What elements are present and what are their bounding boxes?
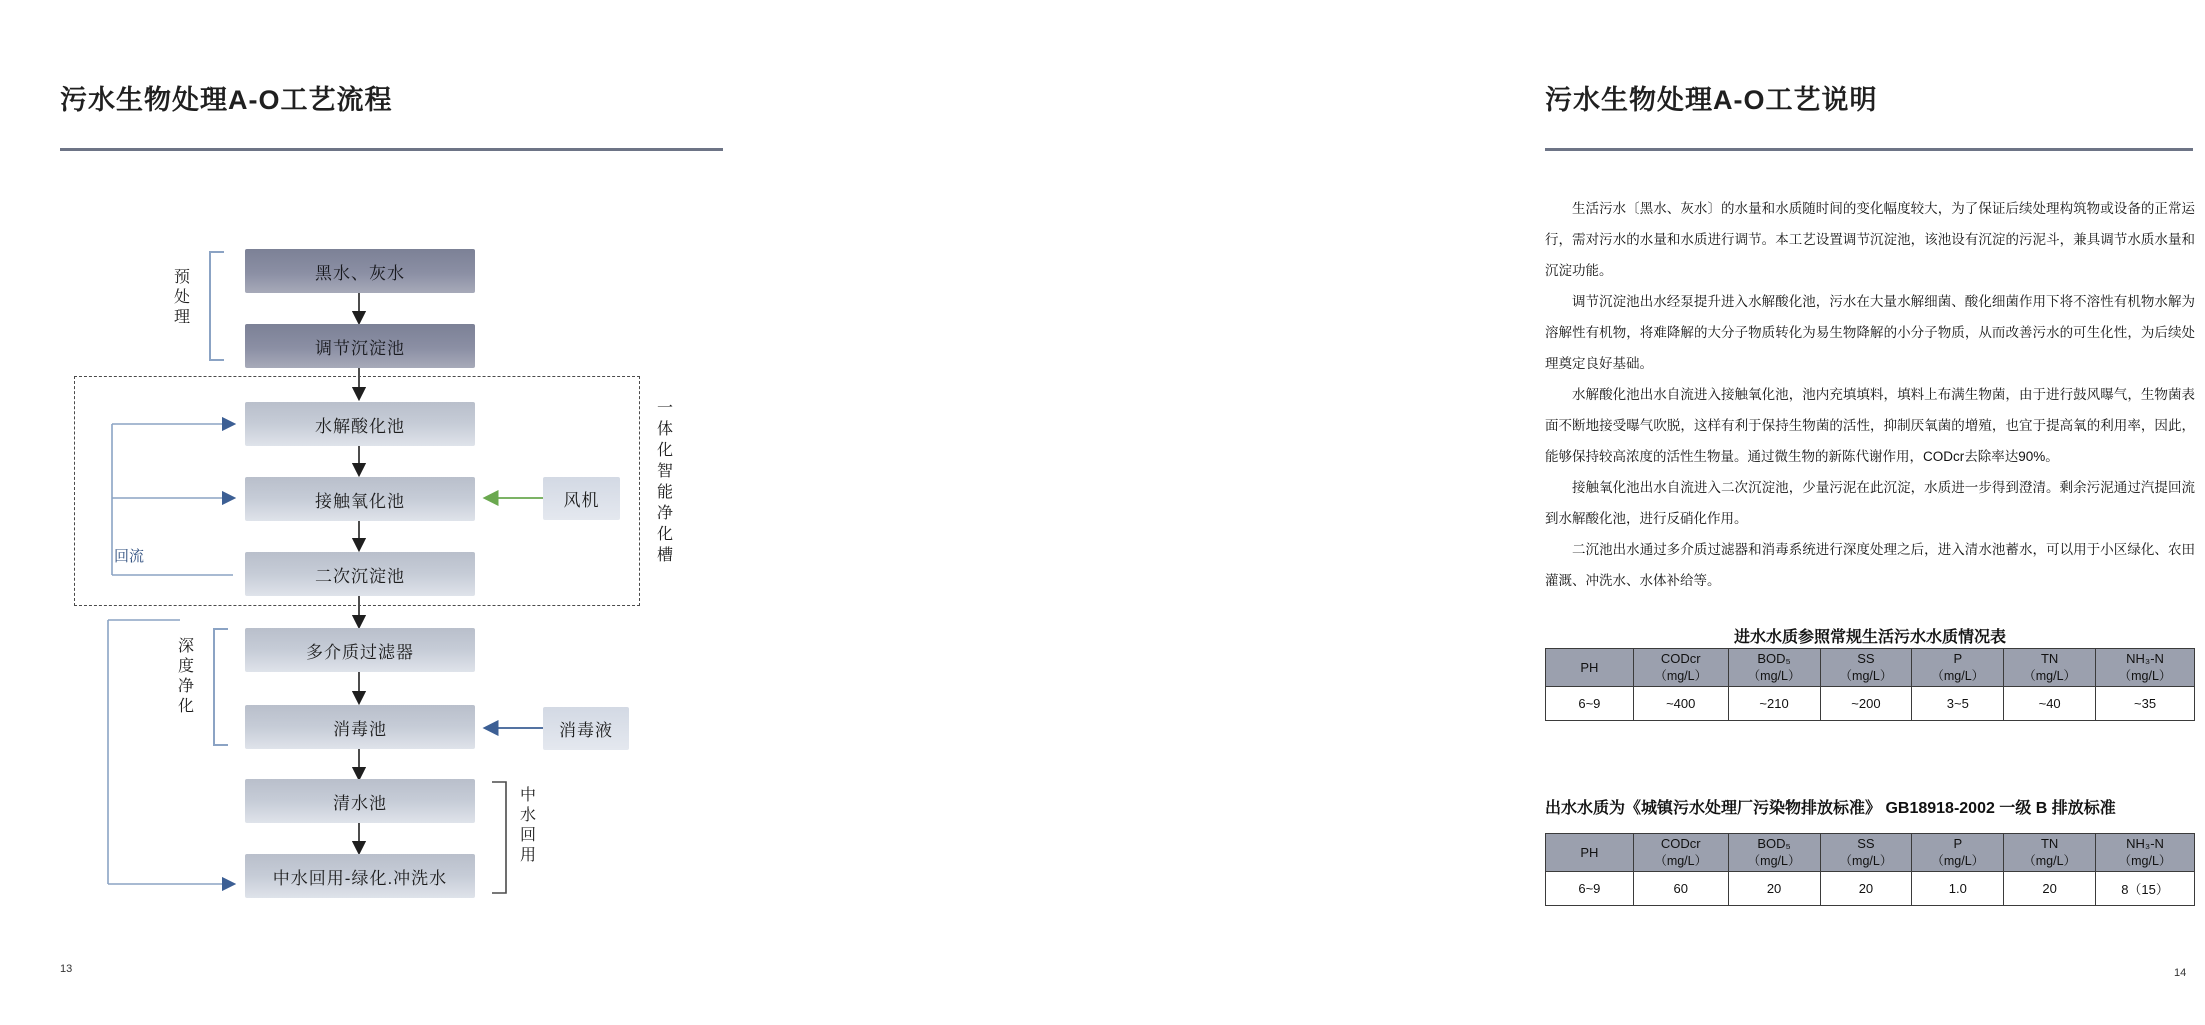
flow-node-label: 多介质过滤器: [306, 642, 414, 662]
flow-node-blower: [543, 477, 620, 520]
flow-node-label: 调节沉淀池: [315, 338, 405, 358]
table-cell: ~40: [2004, 687, 2096, 721]
influent-quality-table: [1545, 648, 2195, 721]
table-header-cell: TN （mg/L）: [2004, 834, 2096, 872]
table-header-cell: PH: [1546, 834, 1634, 872]
table-row: [1546, 687, 2195, 721]
table-cell: 6~9: [1546, 687, 1634, 721]
bracket-text: 中 水 回 用: [519, 787, 536, 864]
table-header-cell: SS （mg/L）: [1820, 834, 1912, 872]
bracket-label-reclaimed-reuse: [518, 786, 538, 866]
paragraph: 生活污水〔黑水、灰水〕的水量和水质随时间的变化幅度较大，为了保证后续处理构筑物或设备的正常运行，需对污水的水量和水质进行调节。本工艺设置调节沉淀池，该池设有沉淀的污泥斗，兼具调节水质水量和沉淀功能。: [1545, 201, 2195, 278]
table-cell: 20: [2004, 872, 2096, 906]
table-header-cell: CODcr （mg/L）: [1633, 649, 1728, 687]
table-cell: ~200: [1820, 687, 1912, 721]
table-cell: 6~9: [1546, 872, 1634, 906]
table-cell: 3~5: [1912, 687, 2004, 721]
flow-node-multimedia-filter: [245, 628, 475, 672]
table-header-cell: CODcr （mg/L）: [1633, 834, 1728, 872]
process-description: [1545, 193, 2195, 596]
group-label-integrated-tank: [655, 398, 675, 566]
page-title-right: 污水生物处理A-O工艺说明: [1545, 85, 1878, 115]
bracket-label-deep-purification: [176, 637, 196, 717]
table-header-cell: PH: [1546, 649, 1634, 687]
table-header-cell: NH₃-N （mg/L）: [2096, 649, 2195, 687]
table-cell: 1.0: [1912, 872, 2004, 906]
flow-node-label: 水解酸化池: [315, 416, 405, 436]
paragraph: 水解酸化池出水自流进入接触氧化池，池内充填填料，填料上布满生物菌，由于进行鼓风曝气，生物菌表面不断地接受曝气吹脱，这样有利于保持生物菌的活性，抑制厌氧菌的增殖，也宜于提高氧的利用率，因此，能够保持较高浓度的活性生物量。通过微生物的新陈代谢作用，CODcr去除率达90%。: [1545, 387, 2195, 464]
right-page: [750, 0, 2195, 1025]
flow-node-regulating: [245, 324, 475, 368]
page-number-left: 13: [60, 963, 73, 975]
left-page: [0, 0, 750, 1025]
table-header-cell: TN （mg/L）: [2004, 649, 2096, 687]
bracket-text: 深 度 净 化: [177, 638, 194, 715]
flow-node-blackwater: [245, 249, 475, 293]
bracket-text: 预 处 理: [173, 269, 190, 326]
table-header-cell: P （mg/L）: [1912, 649, 2004, 687]
flow-node-contact-oxidation: [245, 477, 475, 521]
title-divider-right: [1545, 148, 2193, 151]
table-header-cell: BOD₅ （mg/L）: [1728, 649, 1820, 687]
effluent-quality-table: [1545, 833, 2195, 906]
table-cell: ~210: [1728, 687, 1820, 721]
table-header-row: [1546, 649, 2195, 687]
flow-node-label: 消毒池: [333, 719, 387, 739]
flow-node-label: 接触氧化池: [315, 491, 405, 511]
flow-node-label: 风机: [563, 491, 600, 510]
table-cell: 60: [1633, 872, 1728, 906]
paragraph: 接触氧化池出水自流进入二次沉淀池，少量污泥在此沉淀，水质进一步得到澄清。剩余污泥通过汽提回流到水解酸化池，进行反硝化作用。: [1545, 480, 2195, 526]
bracket-label-pretreatment: [172, 268, 192, 328]
flow-node-label: 二次沉淀池: [315, 566, 405, 586]
return-text: 回流: [114, 548, 145, 565]
flow-node-reclaimed-reuse: [245, 854, 475, 898]
table-header-cell: P （mg/L）: [1912, 834, 2004, 872]
paragraph: 调节沉淀池出水经泵提升进入水解酸化池，污水在大量水解细菌、酸化细菌作用下将不溶性有机物水解为溶解性有机物，将难降解的大分子物质转化为易生物降解的小分子物质，从而改善污水的可生化性，为后续处理奠定良好基础。: [1545, 294, 2195, 371]
paragraph: 二沉池出水通过多介质过滤器和消毒系统进行深度处理之后，进入清水池蓄水，可以用于小区绿化、农田灌溉、冲洗水、水体补给等。: [1545, 542, 2195, 588]
table-header-cell: NH₃-N （mg/L）: [2096, 834, 2195, 872]
page-number-right: 14: [2174, 967, 2187, 979]
return-flow-label: [114, 545, 144, 566]
flow-node-disinfection-tank: [245, 705, 475, 749]
flow-node-disinfectant: [543, 707, 629, 750]
flow-node-clearwater-tank: [245, 779, 475, 823]
effluent-table-caption: 出水水质为《城镇污水处理厂污染物排放标准》 GB18918-2002 一级 B 排放标准: [1545, 800, 2116, 817]
table-cell: 20: [1820, 872, 1912, 906]
table-header-cell: BOD₅ （mg/L）: [1728, 834, 1820, 872]
flow-node-label: 清水池: [333, 793, 387, 813]
table-header-cell: SS （mg/L）: [1820, 649, 1912, 687]
table-cell: 8（15）: [2096, 872, 2195, 906]
table-cell: ~400: [1633, 687, 1728, 721]
flow-node-label: 消毒液: [559, 721, 613, 740]
flow-node-secondary-sedimentation: [245, 552, 475, 596]
influent-table-caption: 进水水质参照常规生活污水水质情况表: [1733, 629, 2006, 646]
table-header-row: [1546, 834, 2195, 872]
page-title-left: 污水生物处理A-O工艺流程: [60, 85, 393, 115]
table-cell: ~35: [2096, 687, 2195, 721]
flow-node-label: 中水回用-绿化.冲洗水: [272, 868, 448, 888]
flow-node-hydrolysis: [245, 402, 475, 446]
process-flow-diagram: [0, 0, 750, 1025]
table-row: [1546, 872, 2195, 906]
flow-node-label: 黑水、灰水: [315, 263, 405, 283]
table-cell: 20: [1728, 872, 1820, 906]
group-text: 一 体 化 智 能 净 化 槽: [656, 400, 673, 564]
